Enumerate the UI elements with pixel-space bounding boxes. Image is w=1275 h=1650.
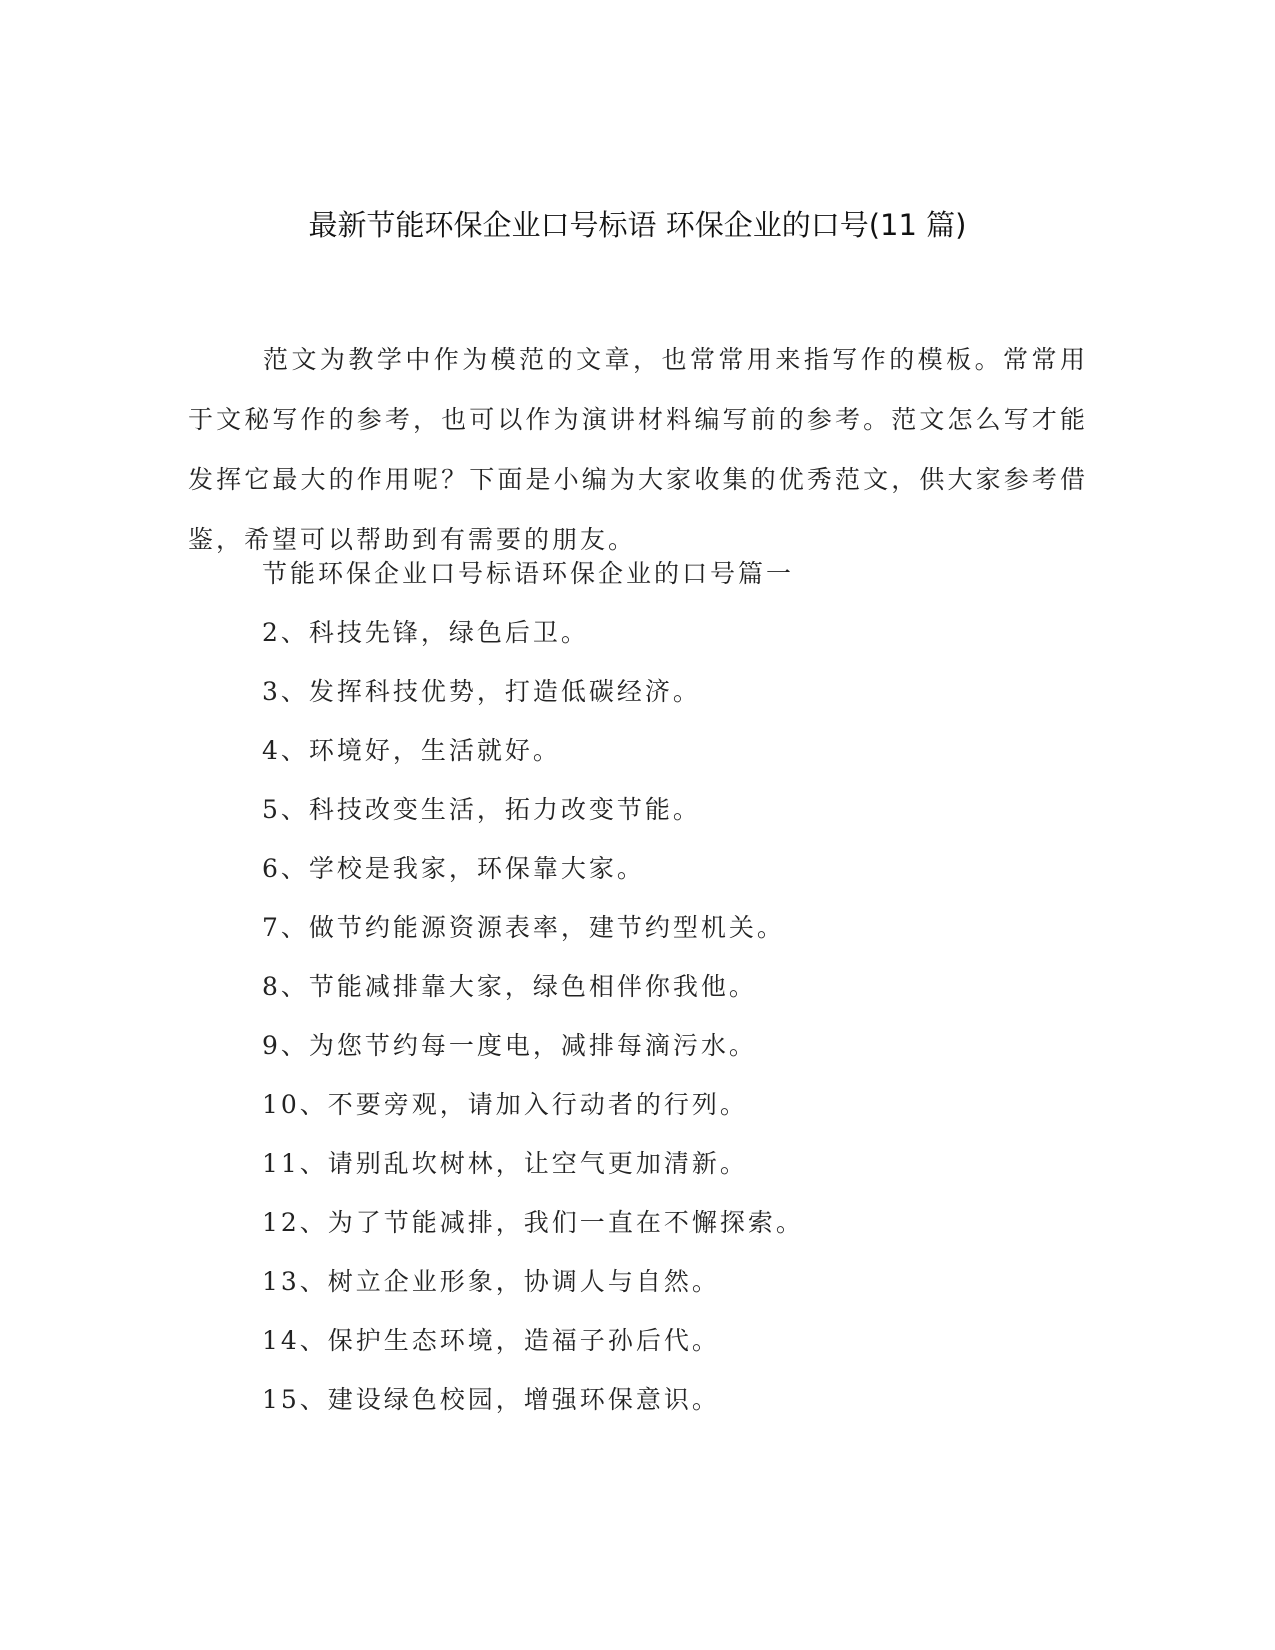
slogan-item: 3、发挥科技优势，打造低碳经济。	[262, 677, 701, 706]
slogan-item: 7、做节约能源资源表率，建节约型机关。	[262, 913, 785, 942]
section-heading: 节能环保企业口号标语环保企业的口号篇一	[262, 559, 795, 588]
document-title: 最新节能环保企业口号标语 环保企业的口号(11 篇)	[308, 208, 967, 242]
slogan-item: 5、科技改变生活，拓力改变节能。	[262, 795, 701, 824]
slogan-item: 2、科技先锋，绿色后卫。	[262, 618, 589, 647]
slogan-item: 10、不要旁观，请加入行动者的行列。	[262, 1090, 748, 1119]
slogan-item: 12、为了节能减排，我们一直在不懈探索。	[262, 1208, 804, 1237]
slogan-item: 13、树立企业形象，协调人与自然。	[262, 1267, 720, 1296]
intro-paragraph: 范文为教学中作为模范的文章，也常常用来指写作的模板。常常用于文秘写作的参考，也可以作为演讲材料编写前的参考。范文怎么写才能发挥它最大的作用呢？下面是小编为大家收集的优秀范文，供大家参考借鉴，希望可以帮助到有需要的朋友。	[188, 345, 1088, 554]
slogan-item: 4、环境好，生活就好。	[262, 736, 561, 765]
slogan-item: 11、请别乱坎树林，让空气更加清新。	[262, 1149, 748, 1178]
slogan-item: 14、保护生态环境，造福子孙后代。	[262, 1326, 720, 1355]
slogan-item: 9、为您节约每一度电，减排每滴污水。	[262, 1031, 757, 1060]
slogan-item: 15、建设绿色校园，增强环保意识。	[262, 1385, 720, 1414]
slogan-item: 8、节能减排靠大家，绿色相伴你我他。	[262, 972, 757, 1001]
slogan-item: 6、学校是我家，环保靠大家。	[262, 854, 645, 883]
